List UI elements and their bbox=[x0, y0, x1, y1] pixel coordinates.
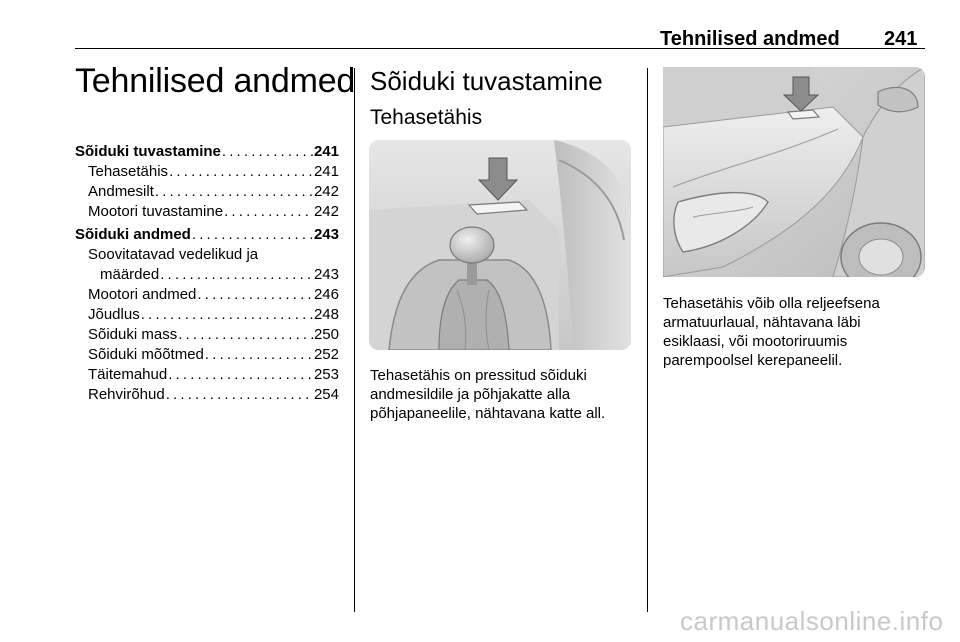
toc-entry-page: 254 bbox=[313, 386, 339, 403]
toc-entry-page: 242 bbox=[313, 203, 339, 220]
toc-entry-label: Soovitatavad vedelikud ja bbox=[88, 246, 259, 263]
toc-entry-label: Sõiduki tuvastamine bbox=[75, 143, 221, 160]
toc-leader bbox=[197, 285, 313, 305]
toc-entry-label: Sõiduki mõõtmed bbox=[88, 346, 204, 363]
toc-leader bbox=[169, 162, 313, 182]
section-title: Sõiduki tuvastamine bbox=[370, 66, 603, 96]
toc-entry-label: Täitemahud bbox=[88, 366, 168, 383]
toc-leader bbox=[160, 265, 313, 285]
toc-entry-label: Mootori tuvastamine bbox=[88, 203, 224, 220]
toc-entry-label: Tehasetähis bbox=[88, 163, 169, 180]
toc-entry-page: 246 bbox=[313, 286, 339, 303]
toc-leader bbox=[192, 225, 313, 245]
toc-leader bbox=[141, 305, 313, 325]
toc-entry-label: Andmesilt bbox=[88, 183, 154, 200]
toc-entry-page: 252 bbox=[313, 346, 339, 363]
chapter-title: Tehnilised andmed bbox=[75, 62, 356, 100]
subsection-title: Tehasetähis bbox=[370, 106, 483, 129]
toc-entry-page: 241 bbox=[313, 163, 339, 180]
toc-entry[interactable] bbox=[75, 365, 339, 385]
column-divider-left bbox=[354, 68, 355, 612]
toc-leader bbox=[178, 325, 313, 345]
body-text-right: Tehasetähis võib olla reljeefsena armatuurlaual, nähtavana läbi esiklaasi, või mootoriruumis parempoolsel kerepaneelil. bbox=[663, 295, 880, 369]
toc-entry[interactable] bbox=[75, 385, 339, 405]
body-text-left: Tehasetähis on pressitud sõiduki andmesildile ja põhjakatte alla põhjapaneelile, nähtavana katte all. bbox=[370, 367, 606, 422]
toc-entry-label: Rehvirõhud bbox=[88, 386, 165, 403]
toc-leader bbox=[224, 202, 313, 222]
toc-leader bbox=[205, 345, 313, 365]
page-number: 241 bbox=[884, 28, 918, 50]
toc-entry-label: Sõiduki mass bbox=[88, 326, 178, 343]
running-header-title: Tehnilised andmed bbox=[660, 28, 840, 50]
toc-entry-page: 241 bbox=[313, 143, 339, 160]
toc-entry-main[interactable] bbox=[75, 225, 339, 245]
toc-entry-label: määrded bbox=[100, 266, 160, 283]
toc-entry[interactable] bbox=[75, 325, 339, 345]
toc-group bbox=[75, 225, 339, 405]
toc-entry[interactable] bbox=[75, 345, 339, 365]
figure-windscreen-bonnet bbox=[663, 67, 925, 277]
toc-entry[interactable] bbox=[75, 305, 339, 325]
figure-gear-lever-floor-panel bbox=[369, 140, 631, 350]
toc-entry[interactable] bbox=[75, 285, 339, 305]
column-divider-right bbox=[647, 68, 648, 612]
toc-leader bbox=[166, 385, 313, 405]
toc-entry[interactable] bbox=[75, 182, 339, 202]
header-rule bbox=[75, 48, 925, 49]
toc-entry-page: 242 bbox=[313, 183, 339, 200]
toc-entry-page: 250 bbox=[313, 326, 339, 343]
toc-entry-continuation[interactable] bbox=[75, 265, 339, 285]
figure-illustration bbox=[663, 67, 925, 277]
toc-entry-label: Mootori andmed bbox=[88, 286, 197, 303]
watermark: carmanualsonline.info bbox=[680, 606, 944, 636]
toc-leader bbox=[155, 182, 313, 202]
toc-group bbox=[75, 142, 339, 222]
toc-entry-main[interactable] bbox=[75, 142, 339, 162]
toc-entry-page: 243 bbox=[313, 226, 339, 243]
table-of-contents bbox=[75, 142, 339, 408]
toc-leader bbox=[168, 365, 313, 385]
toc-entry-page: 253 bbox=[313, 366, 339, 383]
toc-entry-page: 248 bbox=[313, 306, 339, 323]
toc-leader bbox=[222, 142, 313, 162]
toc-entry[interactable] bbox=[75, 202, 339, 222]
toc-entry-page: 243 bbox=[313, 266, 339, 283]
toc-entry-label: Sõiduki andmed bbox=[75, 226, 191, 243]
toc-entry-label: Jõudlus bbox=[88, 306, 140, 323]
toc-entry[interactable] bbox=[75, 245, 339, 265]
figure-illustration bbox=[369, 140, 631, 350]
toc-entry[interactable] bbox=[75, 162, 339, 182]
